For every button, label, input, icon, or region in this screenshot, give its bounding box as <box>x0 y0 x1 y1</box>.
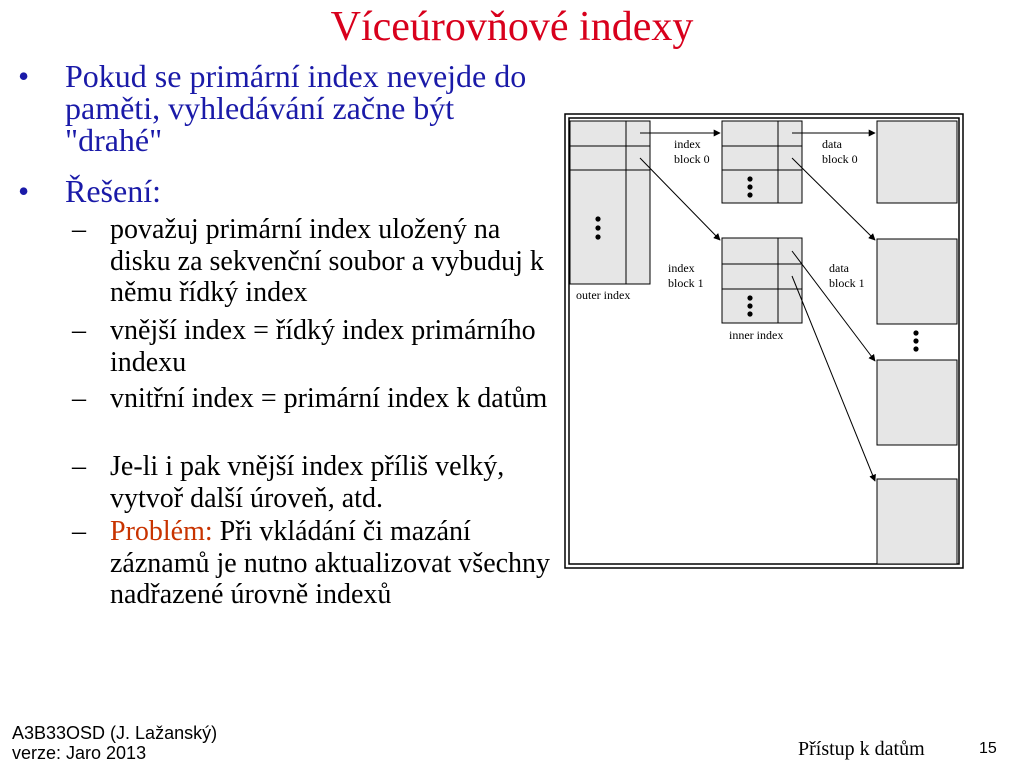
bullet-1-text: Pokud se primární index nevejde do paměti, vyhledávání začne být "drahé" <box>65 58 527 158</box>
footer-course: A3B33OSD (J. Lažanský) <box>12 723 218 743</box>
index-block-1-label-1: index <box>668 261 695 275</box>
problem-text: Při vkládání či mazání záznamů je nutno aktualizovat všechny nadřazené úrovně indexů <box>110 516 551 610</box>
data-block-1-label-2: block 1 <box>829 276 865 290</box>
subbullet-5-text <box>110 516 562 611</box>
subbullet-3 <box>72 383 562 415</box>
inner-index-label: inner index <box>729 328 784 342</box>
index-block-1 <box>722 238 802 323</box>
index-block-0-label-2: block 0 <box>674 152 710 166</box>
ellipsis-dots <box>913 330 918 351</box>
dash-mark: – <box>72 516 86 547</box>
data-block-1 <box>877 239 957 324</box>
subbullet-4-text: Je-li i pak vnější index příliš velký, vytvoř další úroveň, atd. <box>110 451 505 514</box>
dash-mark: – <box>72 214 86 245</box>
index-block-0 <box>722 121 802 203</box>
slide-title: Víceúrovňové indexy <box>330 4 694 50</box>
subbullet-1 <box>72 214 562 309</box>
bullet-2-text: Řešení: <box>65 173 161 209</box>
multilevel-index-diagram <box>564 113 964 571</box>
subbullet-2 <box>72 315 562 378</box>
data-block-0-label-2: block 0 <box>822 152 858 166</box>
footer-course-info <box>12 723 217 763</box>
index-block-0-label-1: index <box>674 137 701 151</box>
data-block-0 <box>877 121 957 203</box>
dash-mark: – <box>72 383 86 414</box>
subbullet-3-text: vnitřní index = primární index k datům <box>110 383 548 414</box>
footer-version: verze: Jaro 2013 <box>12 743 147 763</box>
subbullet-1-text: považuj primární index uložený na disku za sekvenční soubor a vybuduj k němu řídký index <box>110 214 544 308</box>
dash-mark: – <box>72 451 86 482</box>
data-block-2 <box>877 360 957 445</box>
bullet-mark: • <box>18 58 30 94</box>
page-number: 15 <box>979 740 997 757</box>
subbullet-2-text: vnější index = řídký index primárního indexu <box>110 315 536 378</box>
bullet-mark: • <box>18 173 30 209</box>
data-block-0-label-1: data <box>822 137 842 151</box>
index-block-1-label-2: block 1 <box>668 276 704 290</box>
bullet-2 <box>18 175 558 207</box>
data-block-3 <box>877 479 957 564</box>
subbullet-5 <box>72 516 562 611</box>
outer-index-label: outer index <box>576 288 631 302</box>
bullet-1 <box>18 60 558 156</box>
problem-label: Problém: <box>110 516 213 547</box>
subbullet-4 <box>72 451 562 514</box>
footer-topic: Přístup k datům <box>798 738 925 760</box>
data-block-1-label-1: data <box>829 261 849 275</box>
dash-mark: – <box>72 315 86 346</box>
outer-index-block <box>570 121 650 284</box>
